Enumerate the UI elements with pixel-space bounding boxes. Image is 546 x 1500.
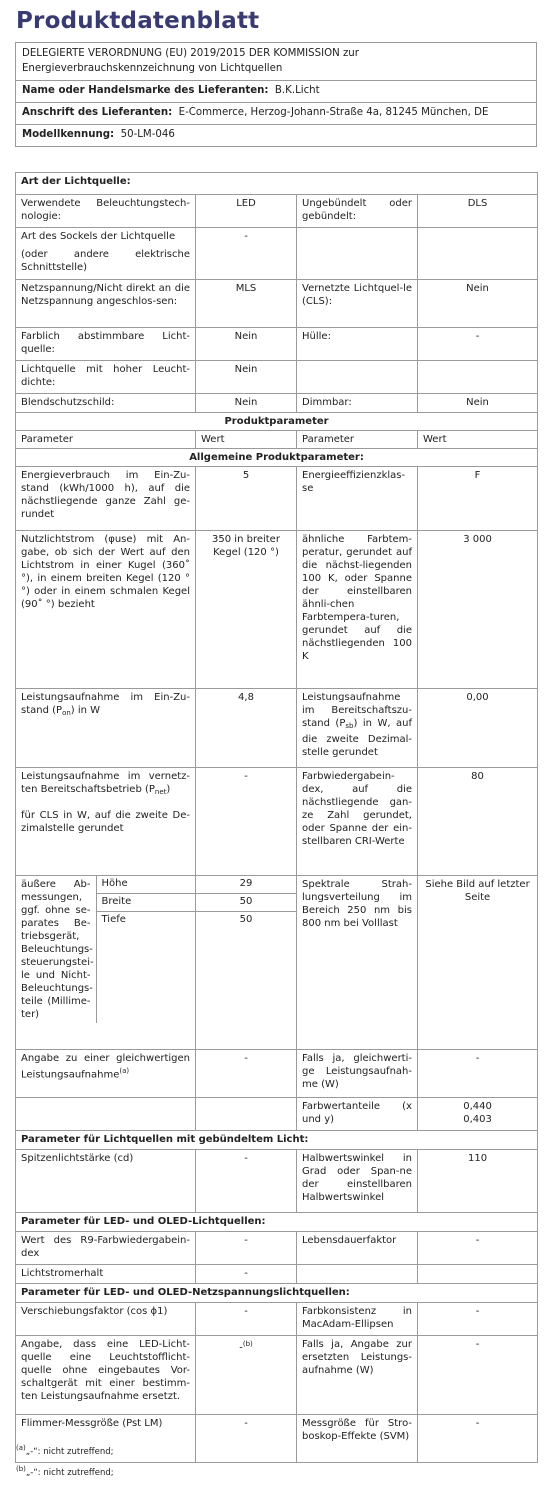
param-label: Falls ja, Angabe zur ersetzten Leistungs-aufnahme (W) [297, 1336, 418, 1415]
table-row [16, 1303, 538, 1336]
dimensions-keys [96, 876, 195, 1023]
table-row [16, 361, 538, 394]
param-label [16, 228, 196, 280]
param-label [297, 689, 418, 768]
param-label: Netzspannung/Nicht direkt an die Netzspannung angeschlos-sen: [16, 280, 196, 328]
dim-key-tiefe: Tiefe [101, 914, 126, 925]
param-value: LED [196, 195, 297, 228]
param-value: - [418, 1303, 538, 1336]
section-art-heading: Art der Lichtquelle: [16, 173, 538, 195]
param-label: Angabe, dass eine LED-Licht-quelle eine Leuchtstofflicht-quelle ohne eingebautes Vor-schaltgerät mit einer bestimm-ten Leistungsaufnahme ersetzt. [16, 1336, 196, 1415]
supplier-name-label: Name oder Handelsmarke des Lieferanten: [22, 85, 269, 96]
param-value: - [418, 1050, 538, 1098]
dimensions-layout [16, 876, 195, 1023]
param-value: - [196, 1150, 297, 1213]
table-row [16, 1098, 538, 1131]
param-value: - [418, 1336, 538, 1415]
param-label: Spitzenlichtstärke (cd) [16, 1150, 196, 1213]
param-label: Energieeffizienzklas-se [297, 467, 418, 531]
param-label: Lichtstromerhalt [16, 1265, 196, 1284]
table-row [16, 228, 538, 280]
param-value: - [418, 1415, 538, 1463]
label-text: ) in W, auf die zweite Dezimal-stelle gerundet [302, 718, 413, 758]
param-value: 350 in breiter Kegel (120 °) [196, 531, 297, 689]
column-header-wert: Wert [418, 431, 538, 449]
param-label: Messgröße für Stro-boskop-Effekte (SVM) [297, 1415, 418, 1463]
param-label: Falls ja, gleichwerti-ge Leistungsaufnah-me (W) [297, 1050, 418, 1098]
supplier-address-value: E-Commerce, Herzog-Johann-Straße 4a, 81245 München, DE [178, 107, 489, 118]
param-value: 110 [418, 1150, 538, 1213]
label-text: Angabe zu einer gleichwertigen Leistungsaufnahme [21, 1053, 190, 1081]
table-row [16, 531, 538, 689]
column-header-param: Parameter [16, 431, 196, 449]
regulation-intro: DELEGIERTE VERORDNUNG (EU) 2019/2015 DER KOMMISSION zur Energieverbrauchskennzeichnung von Lichtquellen [22, 48, 359, 74]
label-subscript: net [154, 788, 167, 796]
param-label: Farbwiedergabein-dex, auf die nächstliegende gan-ze Zahl gerundet, oder Spanne der ein-stellbaren CRI-Werte [297, 768, 418, 876]
table-row [16, 1150, 538, 1213]
dim-key-breite: Breite [97, 894, 196, 912]
table-row [16, 1265, 538, 1284]
model-value: 50-LM-046 [120, 129, 175, 140]
param-label: Blendschutzschild: [16, 394, 196, 413]
footnotes [16, 1440, 114, 1482]
label-text: Leistungsaufnahme im Bereitschaftszu-stand (P [302, 692, 412, 729]
page-title: Produktdatenblatt [16, 8, 260, 34]
param-value: 4,8 [196, 689, 297, 768]
param-value: - [196, 1303, 297, 1336]
section-allg-row [16, 449, 538, 467]
dim-key-hoehe: Höhe [97, 876, 196, 894]
param-label: Lebensdauerfaktor [297, 1232, 418, 1265]
datasheet-table [15, 172, 538, 1463]
supplier-address-label: Anschrift des Lieferanten: [22, 107, 173, 118]
section-produkt-heading: Produktparameter [16, 413, 538, 431]
section-led-heading: Parameter für LED- und OLED-Lichtquellen: [16, 1213, 538, 1232]
param-value: 3 000 [418, 531, 538, 689]
param-value: - [196, 768, 297, 876]
param-value: - [196, 1232, 297, 1265]
footnote-mark: (a) [16, 1444, 26, 1452]
table-row [16, 1050, 538, 1098]
footnote-ref: (b) [242, 1340, 253, 1348]
param-value [418, 1098, 538, 1131]
footnote-text: „-“: nicht zutreffend; [25, 1467, 114, 1478]
table-row [16, 328, 538, 361]
dim-value-hoehe: 29 [196, 876, 296, 894]
table-row [16, 876, 538, 1050]
param-value: Siehe Bild auf letzter Seite [418, 876, 538, 1050]
param-value: DLS [418, 195, 538, 228]
footnote-mark: (b) [16, 1464, 26, 1473]
dimensions-values [196, 876, 297, 1050]
empty-cell [16, 1098, 196, 1131]
footnote-b [16, 1461, 114, 1482]
supplier-address-row [16, 102, 536, 124]
param-label: Spektrale Strah-lungsverteilung im Bereich 250 nm bis 800 nm bei Volllast [297, 876, 418, 1050]
footnote-a [16, 1440, 114, 1461]
param-label: Energieverbrauch im Ein-Zu-stand (kWh/1000 h), auf die nächstliegende ganze Zahl ge-rundet [16, 467, 196, 531]
footnote-ref: (a) [119, 1067, 130, 1075]
header-box [15, 42, 537, 147]
label-subscript: sb [345, 722, 354, 730]
table-row [16, 195, 538, 228]
empty-cell [418, 228, 538, 280]
param-label: Ungebündelt oder gebündelt: [297, 195, 418, 228]
label-text: für CLS in W, auf die zweite De-zimalstelle gerundet [21, 810, 190, 834]
param-label: Farbkonsistenz in MacAdam-Ellipsen [297, 1303, 418, 1336]
param-label: Halbwertswinkel in Grad oder Span-ne der einstellbaren Halbwertswinkel [297, 1150, 418, 1213]
socket-label-detail: (oder andere elektrische Schnittstelle) [21, 249, 190, 273]
param-value: 0,00 [418, 689, 538, 768]
param-label: Verwendete Beleuchtungstech-nologie: [16, 195, 196, 228]
param-value: - [418, 1232, 538, 1265]
table-row [16, 280, 538, 328]
param-label: Farbwertanteile (x und y) [297, 1098, 418, 1131]
table-row [16, 394, 538, 413]
column-header-param: Parameter [297, 431, 418, 449]
section-gebuendelt-row [16, 1131, 538, 1150]
param-label: Dimmbar: [297, 394, 418, 413]
param-label [16, 1050, 196, 1098]
empty-cell [196, 1098, 297, 1131]
param-label: Wert des R9-Farbwiedergabein-dex [16, 1232, 196, 1265]
section-allg-heading: Allgemeine Produktparameter: [16, 449, 538, 467]
table-row [16, 1232, 538, 1265]
param-value: - [196, 228, 297, 280]
column-header-wert: Wert [196, 431, 297, 449]
footnote-text: „-“: nicht zutreffend; [25, 1446, 114, 1457]
supplier-name-value: B.K.Licht [274, 85, 320, 96]
param-value: Nein [196, 361, 297, 394]
dim-value-tiefe: 50 [239, 914, 253, 925]
param-label [16, 689, 196, 768]
param-value: 5 [196, 467, 297, 531]
param-value [196, 1336, 297, 1415]
section-produkt-row [16, 413, 538, 431]
param-label: Lichtquelle mit hoher Leucht-dichte: [16, 361, 196, 394]
dimensions-label: äußere Ab-messungen, ggf. ohne se-parates Be-triebsgerät, Beleuchtungs-steuerungstei-le und Nicht-Beleuchtungs-teile (Millime-ter) [16, 876, 96, 1023]
table-row [16, 467, 538, 531]
model-row [16, 124, 536, 146]
param-label: Nutzlichtstrom (φuse) mit An-gabe, ob sich der Wert auf den Lichtstrom in einer Kugel (360˚ °), in einem breiten Kegel (120 °°) oder in einem schmalen Kegel (90˚ °) bezieht [16, 531, 196, 689]
param-value: F [418, 467, 538, 531]
param-value: - [196, 1265, 297, 1284]
empty-cell [297, 228, 418, 280]
param-value: Nein [418, 280, 538, 328]
param-value: MLS [196, 280, 297, 328]
value-text: - [239, 1342, 243, 1354]
param-value: - [196, 1050, 297, 1098]
column-header-row [16, 431, 538, 449]
section-gebuendelt-heading: Parameter für Lichtquellen mit gebündeltem Licht: [16, 1131, 538, 1150]
section-netz-heading: Parameter für LED- und OLED-Netzspannungslichtquellen: [16, 1284, 538, 1303]
section-netz-row [16, 1284, 538, 1303]
empty-cell [418, 361, 538, 394]
param-value: Nein [196, 394, 297, 413]
table-row [16, 1336, 538, 1415]
param-value: Nein [196, 328, 297, 361]
chromaticity-x: 0,440 [463, 1101, 492, 1112]
label-text: ) in W [70, 705, 101, 716]
param-label: Farblich abstimmbare Licht-quelle: [16, 328, 196, 361]
param-label [16, 768, 196, 876]
param-label: Verschiebungsfaktor (cos ϕ1) [16, 1303, 196, 1336]
param-label: Vernetzte Lichtquel-le (CLS): [297, 280, 418, 328]
chromaticity-y: 0,403 [463, 1114, 492, 1125]
model-label: Modellkennung: [22, 129, 115, 140]
param-label: Flimmer-Messgröße (Pst LM) [16, 1415, 196, 1463]
param-value: - [196, 1415, 297, 1463]
param-value: - [418, 328, 538, 361]
table-row [16, 689, 538, 768]
empty-cell [297, 361, 418, 394]
param-label: Hülle: [297, 328, 418, 361]
supplier-name-row [16, 80, 536, 102]
param-label: ähnliche Farbtem-peratur, gerundet auf die nächst-liegenden 100 K, oder Spanne der einstellbaren ähnli-chen Farbtempera-turen, gerundet auf die nächstliegenden 100 K [297, 531, 418, 689]
section-art-row [16, 173, 538, 195]
param-value: Nein [418, 394, 538, 413]
label-text: Leistungsaufnahme im Ein-Zu-stand (P [21, 692, 190, 716]
empty-cell [297, 1265, 418, 1284]
param-value: 80 [418, 768, 538, 876]
socket-label: Art des Sockels der Lichtquelle [21, 231, 176, 242]
table-row [16, 768, 538, 876]
section-led-row [16, 1213, 538, 1232]
empty-cell [418, 1265, 538, 1284]
label-text: Leistungsaufnahme im vernetz-ten Bereitschaftsbetrieb (P [21, 771, 190, 795]
dimensions-cell [16, 876, 196, 1050]
label-text: ) [166, 784, 171, 795]
label-subscript: on [62, 709, 71, 717]
dim-value-breite: 50 [196, 894, 296, 912]
